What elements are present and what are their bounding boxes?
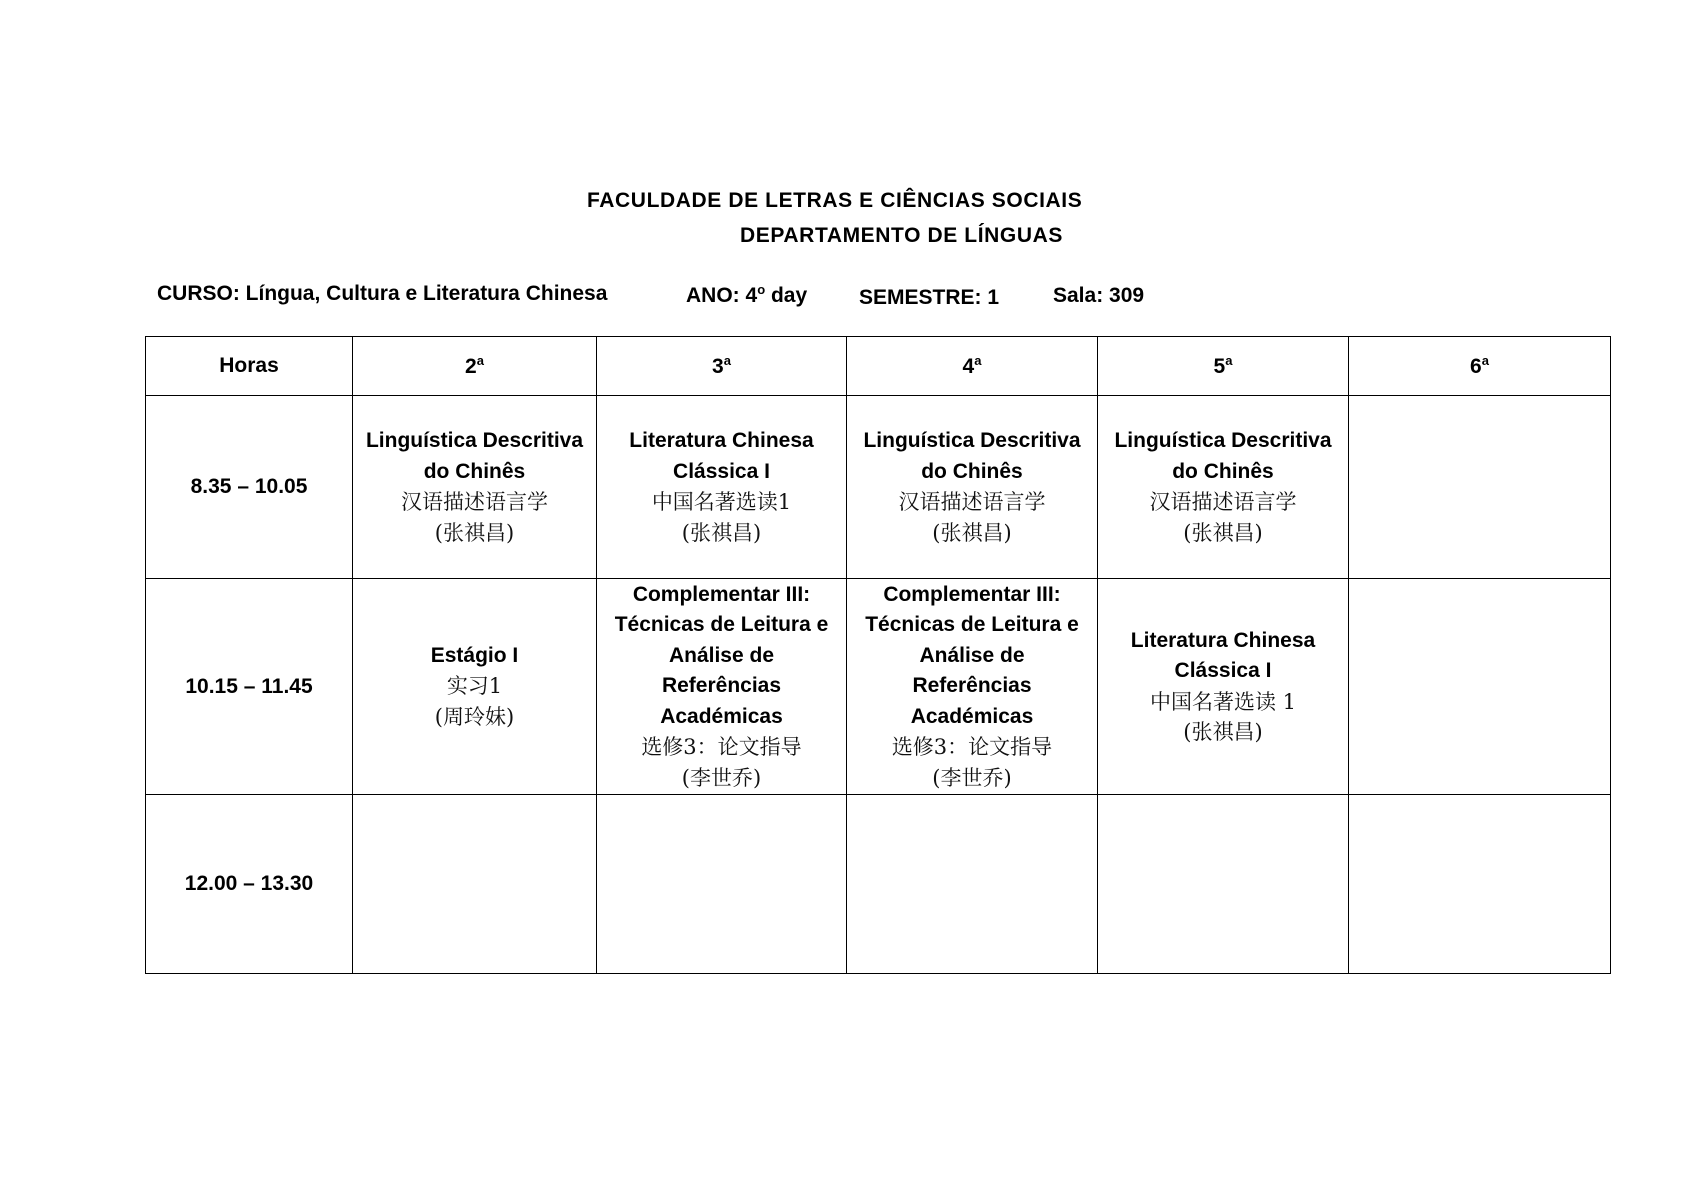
course-chinese: 选修3：论文指导 [891, 735, 1053, 760]
course-name: Complementar III: Técnicas de Leitura e Análise de Referências Académicas [865, 582, 1079, 728]
curso-label: CURSO: Língua, Cultura e Literatura Chinesa [157, 282, 608, 305]
course-chinese: 汉语描述语言学 [401, 490, 548, 514]
table-row [146, 396, 1611, 579]
day-header: 6$^a$ [1349, 337, 1611, 396]
teacher-name: (张祺昌) [1183, 520, 1263, 545]
class-cell [847, 795, 1098, 974]
class-cell [847, 579, 1098, 795]
class-cell [1098, 579, 1349, 795]
teacher-name: (张祺昌) [1183, 720, 1263, 744]
course-name: Linguística Descritiva do Chinês [863, 429, 1081, 483]
department-title: DEPARTAMENTO DE LÍNGUAS [740, 224, 1063, 247]
course-name: Linguística Descritiva do Chinês [365, 429, 584, 483]
class-cell [597, 795, 847, 974]
day-header: 4$^a$ [847, 337, 1098, 396]
semestre-label: SEMESTRE: 1 [859, 286, 1000, 309]
day-header: 5$^a$ [1098, 337, 1349, 396]
course-name: Complementar III: Técnicas de Leitura e Análise de Referências Académicas [614, 582, 829, 728]
time-slot: 10.15 – 11.45 [146, 579, 353, 795]
teacher-name: (张祺昌) [434, 520, 515, 545]
course-name: Linguística Descritiva do Chinês [1114, 429, 1332, 483]
ano-value: ANO: 4 [686, 284, 758, 307]
ano-ordinal: o [757, 282, 766, 297]
class-cell [353, 795, 597, 974]
class-cell [597, 579, 847, 795]
sala-label: Sala: 309 [1053, 284, 1145, 307]
teacher-name: (张祺昌) [681, 520, 762, 545]
class-cell [1349, 396, 1611, 579]
header-row [146, 337, 1611, 396]
class-cell [1098, 795, 1349, 974]
ano-suffix: day [765, 284, 808, 307]
class-cell [353, 579, 597, 795]
course-name: Estágio I [430, 643, 519, 667]
class-cell [597, 396, 847, 579]
teacher-name: (李世乔) [932, 765, 1012, 790]
teacher-name: (张祺昌) [932, 520, 1012, 545]
class-cell [353, 396, 597, 579]
faculty-title: FACULDADE DE LETRAS E CIÊNCIAS SOCIAIS [587, 189, 1083, 212]
course-chinese: 实习1 [446, 674, 503, 699]
class-cell [847, 396, 1098, 579]
teacher-name: (周玲妹) [434, 704, 515, 729]
course-chinese: 汉语描述语言学 [898, 490, 1046, 514]
course-chinese: 中国名著选读1 [651, 490, 792, 514]
time-slot: 8.35 – 10.05 [146, 396, 353, 579]
time-slot: 12.00 – 13.30 [146, 795, 353, 974]
course-chinese: 中国名著选读 1 [1149, 689, 1297, 714]
class-cell [1349, 795, 1611, 974]
table-row [146, 579, 1611, 795]
teacher-name: (李世乔) [681, 765, 762, 790]
class-cell [1098, 396, 1349, 579]
course-name: Literatura Chinesa Clássica I [629, 429, 814, 483]
table-row [146, 795, 1611, 974]
day-header: 3$^a$ [597, 337, 847, 396]
class-cell [1349, 579, 1611, 795]
hours-header: Horas [146, 337, 353, 396]
course-chinese: 选修3：论文指导 [641, 735, 802, 760]
ano-label [686, 282, 807, 308]
course-chinese: 汉语描述语言学 [1149, 490, 1297, 514]
day-header: 2$^a$ [353, 337, 597, 396]
course-name: Literatura Chinesa Clássica I [1130, 628, 1316, 682]
schedule-table [145, 336, 1611, 974]
